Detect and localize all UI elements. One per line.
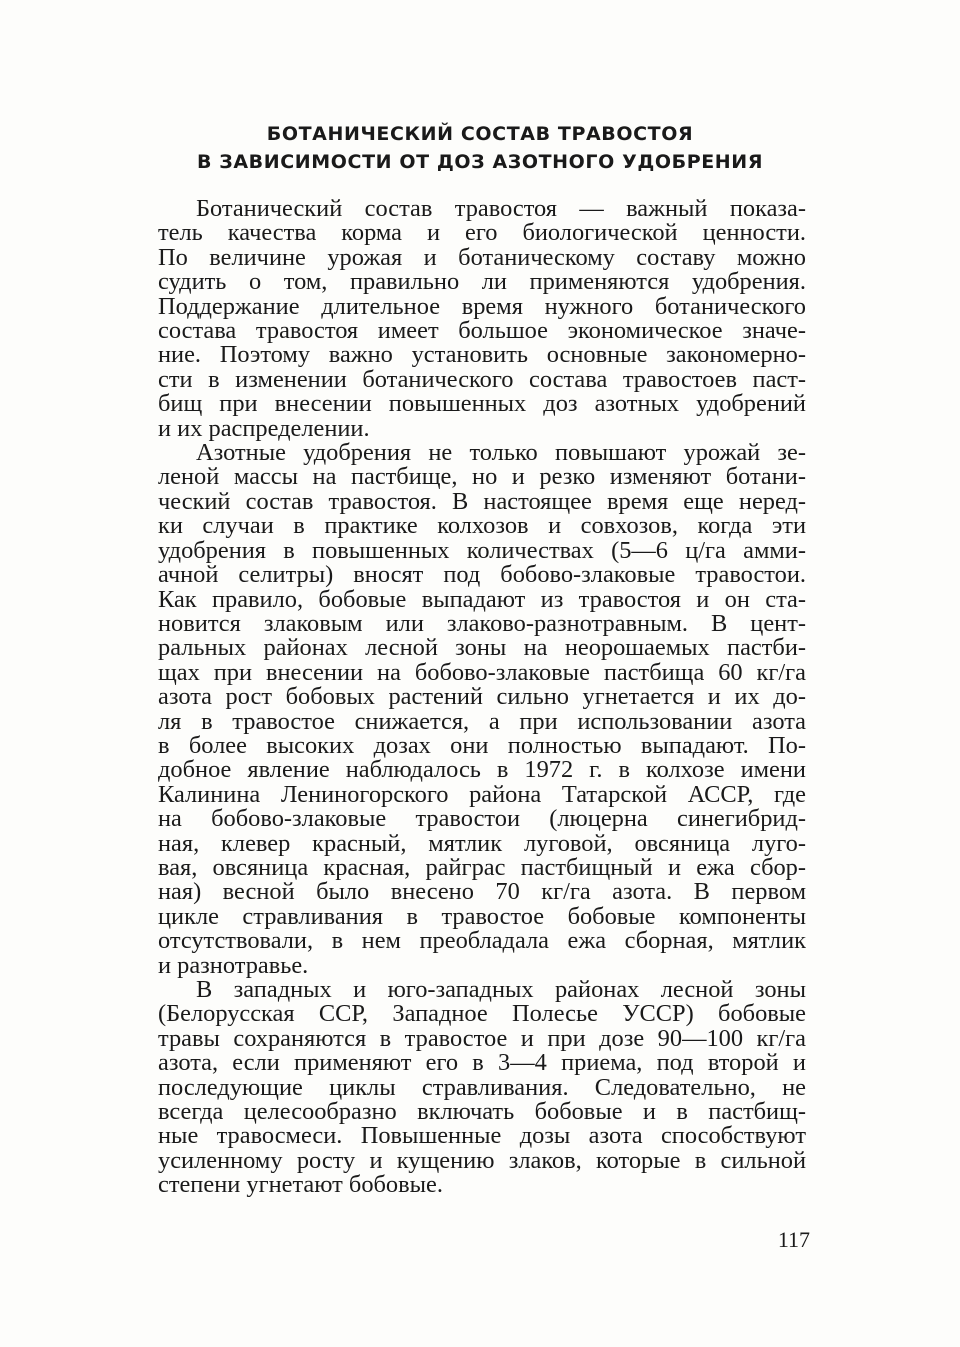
text-line: в более высоких дозах они полностью выпадают. По- xyxy=(158,731,806,759)
text-line: ки случаи в практике колхозов и совхозов, когда эти xyxy=(158,512,806,540)
text-line: ческий состав травостоя. В настоящее время еще неред- xyxy=(158,487,806,515)
page-number: 117 xyxy=(777,1227,810,1252)
text-line: ля в травостое снижается, а при использовании азота xyxy=(158,707,806,735)
text-line: усиленному росту и кущению злаков, которые в сильной xyxy=(158,1146,806,1174)
text-line: ачной селитры) вносят под бобово-злаковые травостои. xyxy=(158,561,806,589)
text-line: новится злаковым или злаково-разнотравным. В цент- xyxy=(158,609,806,637)
text-line: степени угнетают бобовые. xyxy=(158,1171,443,1199)
text-line: судить о том, правильно ли применяются удобрения. xyxy=(158,268,806,296)
text-line: В западных и юго-западных районах лесной зоны xyxy=(196,976,806,1003)
paragraph-1 xyxy=(158,197,806,441)
text-line: травы сохраняются в травостое и при дозе 90—100 кг/га xyxy=(158,1024,806,1052)
text-line: Ботанический состав травостоя — важный показа- xyxy=(196,195,806,222)
text-line: азота, если применяют его в 3—4 приема, под второй и xyxy=(158,1049,806,1077)
text-line: леной массы на пастбище, но и резко изменяют ботани- xyxy=(158,463,806,491)
text-line: на бобово-злаковые травостои (люцерна синегибрид- xyxy=(158,805,806,833)
text-line: тель качества корма и его биологической ценности. xyxy=(158,219,806,247)
text-line: состава травостоя имеет большое экономическое значе- xyxy=(158,317,806,345)
text-line: ральных районах лесной зоны на неорошаемых пастби- xyxy=(158,634,806,662)
text-line: ная, клевер красный, мятлик луговой, овсяница луго- xyxy=(158,829,806,857)
text-line: цикле стравливания в травостое бобовые компоненты xyxy=(158,902,806,930)
text-line: последующие циклы стравливания. Следовательно, не xyxy=(158,1073,806,1101)
text-line: и разнотравье. xyxy=(158,951,309,979)
text-line: Азотные удобрения не только повышают урожай зе- xyxy=(196,439,806,467)
section-heading xyxy=(150,120,810,176)
text-line: (Белорусская ССР, Западное Полесье УССР) бобовые xyxy=(158,1000,806,1028)
text-line: Калинина Лениногорского района Татарской АССР, где xyxy=(158,780,806,808)
heading-line-2: В ЗАВИСИМОСТИ ОТ ДОЗ АЗОТНОГО УДОБРЕНИЯ xyxy=(196,151,764,173)
text-line: добное явление наблюдалось в 1972 г. в колхозе имени xyxy=(158,756,806,784)
text-line: отсутствовали, в нем преобладала ежа сборная, мятлик xyxy=(158,927,806,955)
text-line: Поддержание длительное время нужного ботанического xyxy=(158,292,806,320)
heading-line-1: БОТАНИЧЕСКИЙ СОСТАВ ТРАВОСТОЯ xyxy=(266,123,694,145)
text-line: Как правило, бобовые выпадают из травостоя и он ста- xyxy=(158,585,806,613)
text-line: По величине урожая и ботаническому составу можно xyxy=(158,243,806,271)
body-text xyxy=(158,197,806,1198)
text-line: бищ при внесении повышенных доз азотных удобрений xyxy=(158,390,806,418)
text-line: ние. Поэтому важно установить основные закономерно- xyxy=(158,341,806,369)
text-line: щах при внесении на бобово-злаковые пастбища 60 кг/га xyxy=(158,658,806,686)
text-line: и их распределении. xyxy=(158,414,370,442)
text-line: удобрения в повышенных количествах (5—6 ц/га амми- xyxy=(158,536,806,564)
text-line: ные травосмеси. Повышенные дозы азота способствуют xyxy=(158,1122,806,1150)
text-line: вая, овсяница красная, райграс пастбищный и ежа сбор- xyxy=(158,853,806,881)
text-line: всегда целесообразно включать бобовые и в пастбищ- xyxy=(158,1098,806,1126)
paragraph-3 xyxy=(158,978,806,1198)
text-line: азота рост бобовых растений сильно угнетается и их до- xyxy=(158,683,806,711)
paragraph-2 xyxy=(158,441,806,978)
text-line: ная) весной было внесено 70 кг/га азота. В первом xyxy=(158,878,806,906)
text-line: сти в изменении ботанического состава травостоев паст- xyxy=(158,365,806,393)
